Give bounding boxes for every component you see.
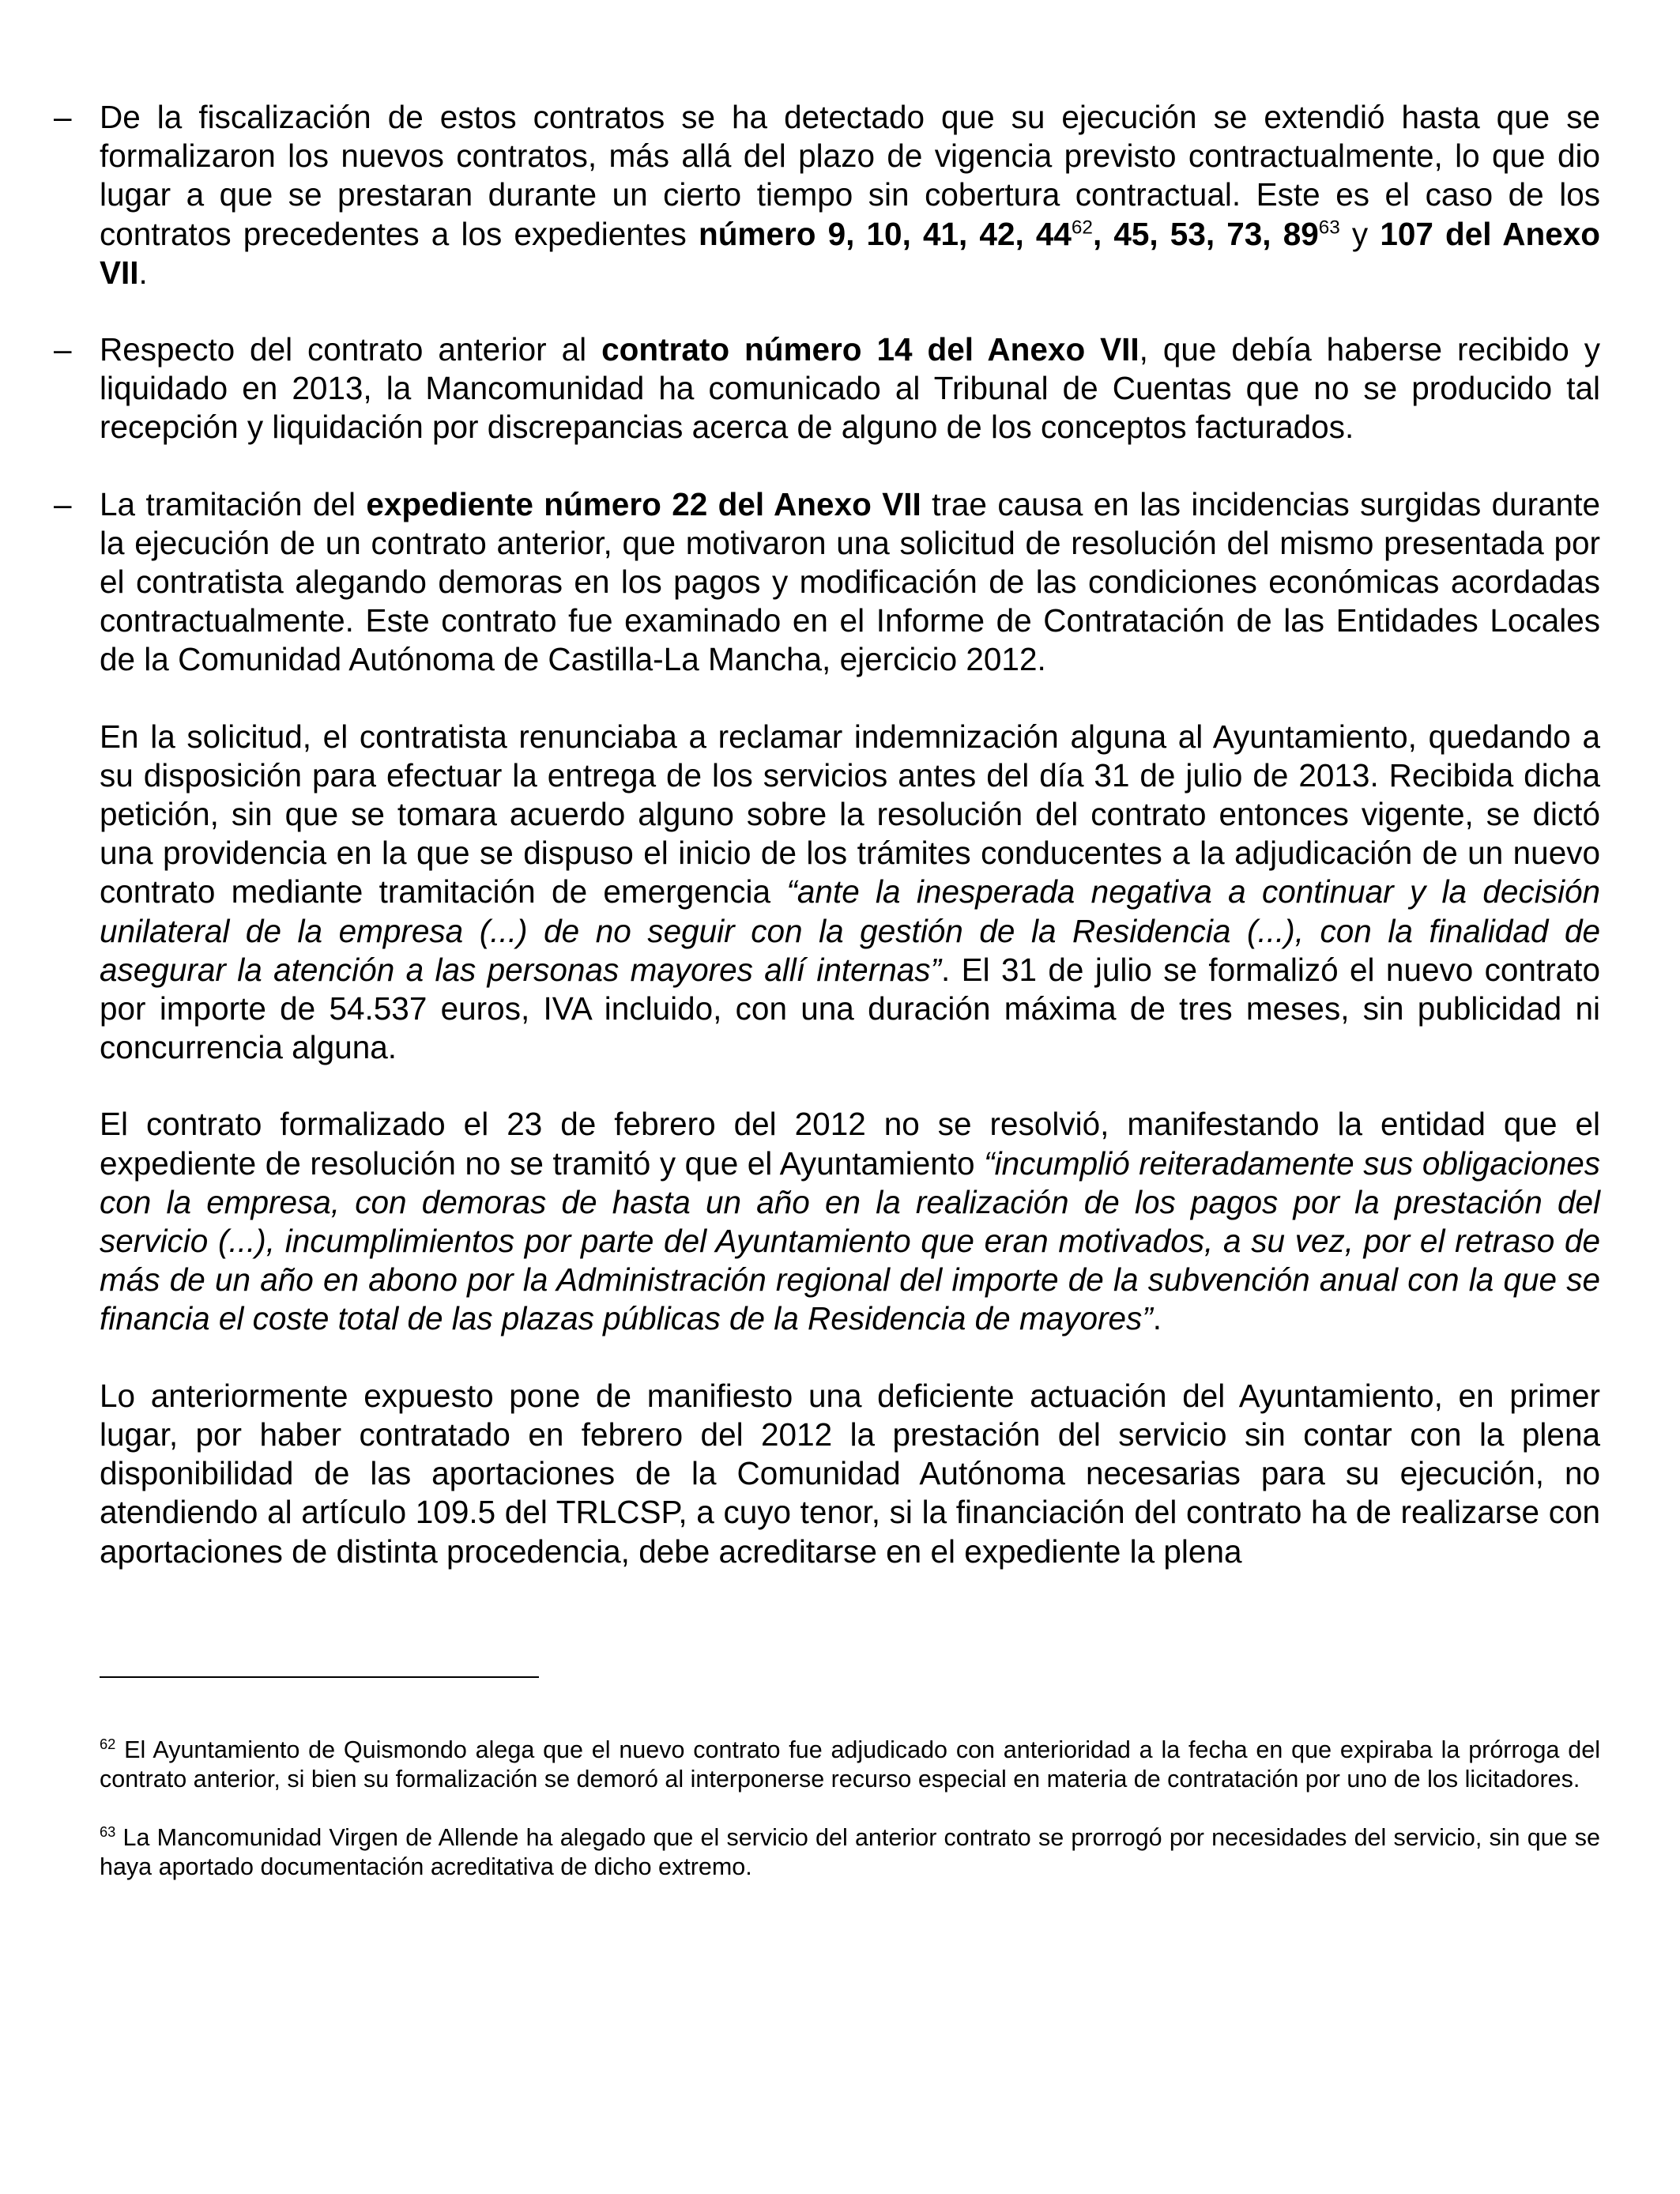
main-text: [54, 98, 1601, 1609]
footnote-63: $^{63}$ La Mancomunidad Virgen de Allende ha alegado que el servicio del anterior contrato se prorrogó por necesidades del servicio, sin que se haya aportado documentación acreditativa de dicho extremo.: [100, 1823, 1600, 1880]
quote: “ante la inesperada negativa a continuar y la decisión unilateral de la empresa (...) de no seguir con la gestión de la Residencia (...), con la finalidad de asegurar la atención a las personas mayores allí internas”: [100, 873, 1600, 988]
footnotes: [100, 1736, 1600, 1911]
footnote-separator: [100, 1676, 539, 1678]
bullet-1: [54, 98, 1600, 292]
bullet-2-text: Respecto del contrato anterior al contrato número 14 del Anexo VII, que debía haberse recibido y liquidado en 2013, la Mancomunidad ha comunicado al Tribunal de Cuentas que no se producido tal recepción y liquidación por discrepancias acerca de alguno de los conceptos facturados.: [100, 331, 1600, 446]
bullet-3-text: La tramitación del expediente número 22 del Anexo VII trae causa en las incidencias surgidas durante la ejecución de un contrato anterior, que motivaron una solicitud de resolución del mismo presentada por el contratista alegando demoras en los pagos y modificación de las condiciones económicas acordadas contractualmente. Este contrato fue examinado en el Informe de Contratación de las Entidades Locales de la Comunidad Autónoma de Castilla-La Mancha, ejercicio 2012.: [100, 485, 1600, 678]
footnote-62: $^{62}$ El Ayuntamiento de Quismondo alega que el nuevo contrato fue adjudicado con anterioridad a la fecha en que expiraba la prórroga del contrato anterior, si bien su formalización se demoró al interponerse recurso especial en materia de contratación por uno de los licitadores.: [100, 1735, 1600, 1793]
footnote-number: 63: [100, 1823, 116, 1840]
paragraph-3-text: Lo anteriormente expuesto pone de manifiesto una deficiente actuación del Ayuntamiento, en primer lugar, por haber contratado en febrero del 2012 la prestación del servicio sin contar con la plena disponibilidad de las aportaciones de la Comunidad Autónoma necesarias para su ejecución, no atendiendo al artículo 109.5 del TRLCSP, a cuyo tenor, si la financiación del contrato ha de realizarse con aportaciones de distinta procedencia, debe acreditarse en el expediente la plena: [100, 1377, 1600, 1570]
footnote-ref-63[interactable]: 63: [1318, 217, 1340, 239]
paragraph-1: [100, 718, 1600, 1068]
bullet-3: [54, 485, 1600, 680]
bullet-dash: –: [54, 331, 72, 368]
bullet-1-text: De la fiscalización de estos contratos se ha detectado que su ejecución se extendió hasta que se formalizaron los nuevos contratos, más allá del plazo de vigencia previsto contractualmente, lo que dio lugar a que se prestaran durante un cierto tiempo sin cobertura contractual. Este es el caso de los contratos precedentes a los expedientes número 9, 10, 41, 42, $44^{62}$, 45, 53, 73, $89^{63}$ y 107 del Anexo VII.: [100, 99, 1600, 291]
bullet-dash: –: [54, 99, 72, 135]
bullet-2: [54, 330, 1600, 447]
paragraph-2-text: El contrato formalizado el 23 de febrero del 2012 no se resolvió, manifestando la entidad que el expediente de resolución no se tramitó y que el Ayuntamiento “incumplió reiteradamente sus obligaciones con la empresa, con demoras de hasta un año en la realización de los pagos por la prestación del servicio (...), incumplimientos por parte del Ayuntamiento que eran motivados, a su vez, por el retraso de más de un año en abono por la Administración regional del importe de la subvención anual con la que se financia el coste total de las plazas públicas de la Residencia de mayores”.: [100, 1106, 1601, 1337]
bullet-dash: –: [54, 485, 72, 522]
paragraph-2: [100, 1105, 1600, 1338]
quote: “incumplió reiteradamente sus obligaciones con la empresa, con demoras de hasta un año en la realización de los pagos por la prestación del servicio (...), incumplimientos por parte del Ayuntamiento que eran motivados, a su vez, por el retraso de más de un año en abono por la Administración regional del importe de la subvención anual con la que se financia el coste total de las plazas públicas de la Residencia de mayores”: [100, 1144, 1601, 1337]
paragraph-1-text: En la solicitud, el contratista renunciaba a reclamar indemnización alguna al Ayuntamiento, quedando a su disposición para efectuar la entrega de los servicios antes del día 31 de julio de 2013. Recibida dicha petición, sin que se tomara acuerdo alguno sobre la resolución del contrato entonces vigente, se dictó una providencia en la que se dispuso el inicio de los trámites conducentes a la adjudicación de un nuevo contrato mediante tramitación de emergencia “ante la inesperada negativa a continuar y la decisión unilateral de la empresa (...) de no seguir con la gestión de la Residencia (...), con la finalidad de asegurar la atención a las personas mayores allí internas”. El 31 de julio se formalizó el nuevo contrato por importe de 54.537 euros, IVA incluido, con una duración máxima de tres meses, sin publicidad ni concurrencia alguna.: [100, 718, 1600, 1066]
footnote-number: 62: [100, 1735, 116, 1752]
footnote-ref-62[interactable]: 62: [1071, 217, 1093, 239]
paragraph-3: [100, 1377, 1600, 1571]
